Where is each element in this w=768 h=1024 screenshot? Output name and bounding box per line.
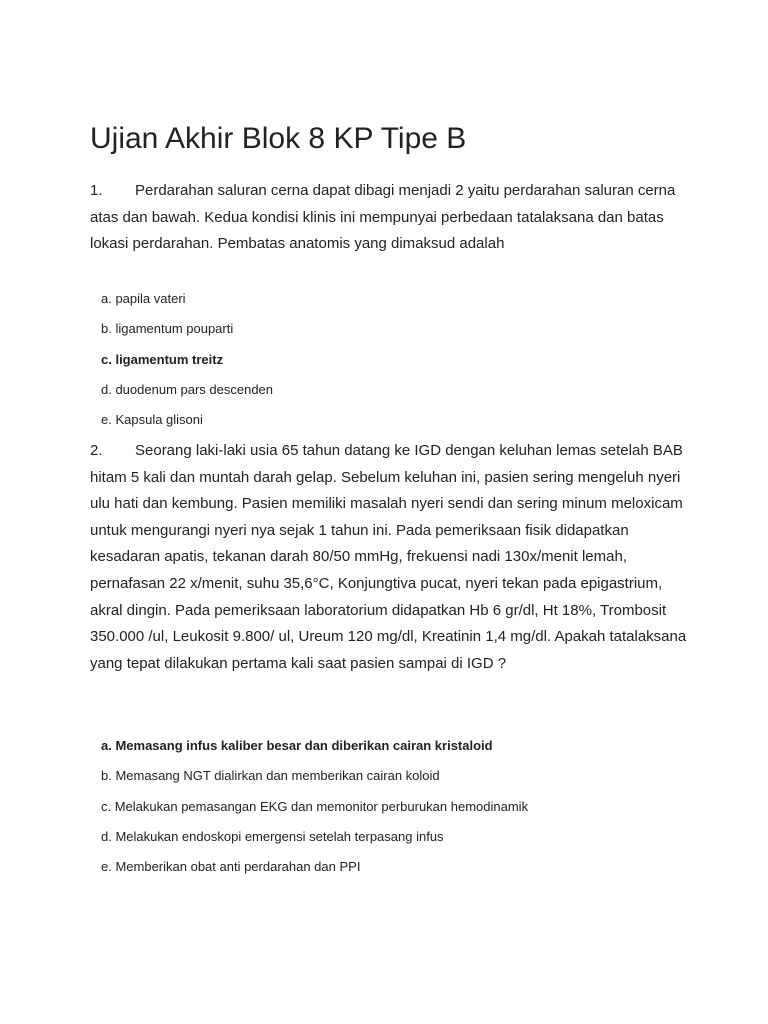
answer-option: d. duodenum pars descenden bbox=[101, 381, 274, 397]
question-2 bbox=[90, 438, 690, 677]
question-number: 2. bbox=[90, 442, 103, 459]
answer-option-correct: a. Memasang infus kaliber besar dan diberikan cairan kristaloid bbox=[101, 738, 493, 753]
question-text: Seorang laki-laki usia 65 tahun datang ke IGD dengan keluhan lemas setelah BAB hitam 5 kali dan muntah darah gelap. Sebelum keluhan ini, pasien sering mengeluh nyeri ulu hati dan kembung. Pasien memiliki masalah nyeri sendi dan sering minum meloxicam untuk mengurangi nyeri nya sejak 1 tahun ini. Pada pemeriksaan fisik didapatkan kesadaran apatis, tekanan darah 80/50 mmHg, frekuensi nadi 130x/menit lemah, pernafasan 22 x/menit, suhu 35,6°C, Konjungtiva pucat, nyeri tekan pada epigastrium, akral dingin. Pada pemeriksaan laboratorium didapatkan Hb 6 gr/dl, Ht 18%, Trombosit 350.000 /ul, Leukosit 9.800/ ul, Ureum 120 mg/dl, Kreatinin 1,4 mg/dl. Apakah tatalaksana yang tepat dilakukan pertama kali saat pasien sampai di IGD ? bbox=[90, 442, 687, 672]
answer-option: a. papila vateri bbox=[101, 291, 186, 306]
answer-option: d. Melakukan endoskopi emergensi setelah terpasang infus bbox=[101, 828, 444, 844]
answer-option-correct: c. ligamentum treitz bbox=[101, 351, 224, 367]
answer-options-1 bbox=[101, 290, 273, 441]
document-title: Ujian Akhir Blok 8 KP Tipe B bbox=[90, 122, 467, 155]
question-text: Perdarahan saluran cerna dapat dibagi menjadi 2 yaitu perdarahan saluran cerna atas dan bawah. Kedua kondisi klinis ini mempunyai perbedaan tatalaksana dan batas lokasi perdarahan. Pembatas anatomis yang dimaksud adalah bbox=[90, 182, 676, 253]
question-1 bbox=[90, 178, 690, 258]
answer-options-2 bbox=[101, 737, 528, 888]
answer-option: e. Memberikan obat anti perdarahan dan PPI bbox=[101, 859, 361, 875]
answer-option: b. Memasang NGT dialirkan dan memberikan cairan koloid bbox=[101, 768, 440, 784]
answer-option: e. Kapsula glisoni bbox=[101, 412, 203, 428]
answer-option: b. ligamentum pouparti bbox=[101, 321, 234, 337]
question-number: 1. bbox=[90, 182, 103, 199]
answer-option: c. Melakukan pemasangan EKG dan memonitor perburukan hemodinamik bbox=[101, 798, 529, 814]
